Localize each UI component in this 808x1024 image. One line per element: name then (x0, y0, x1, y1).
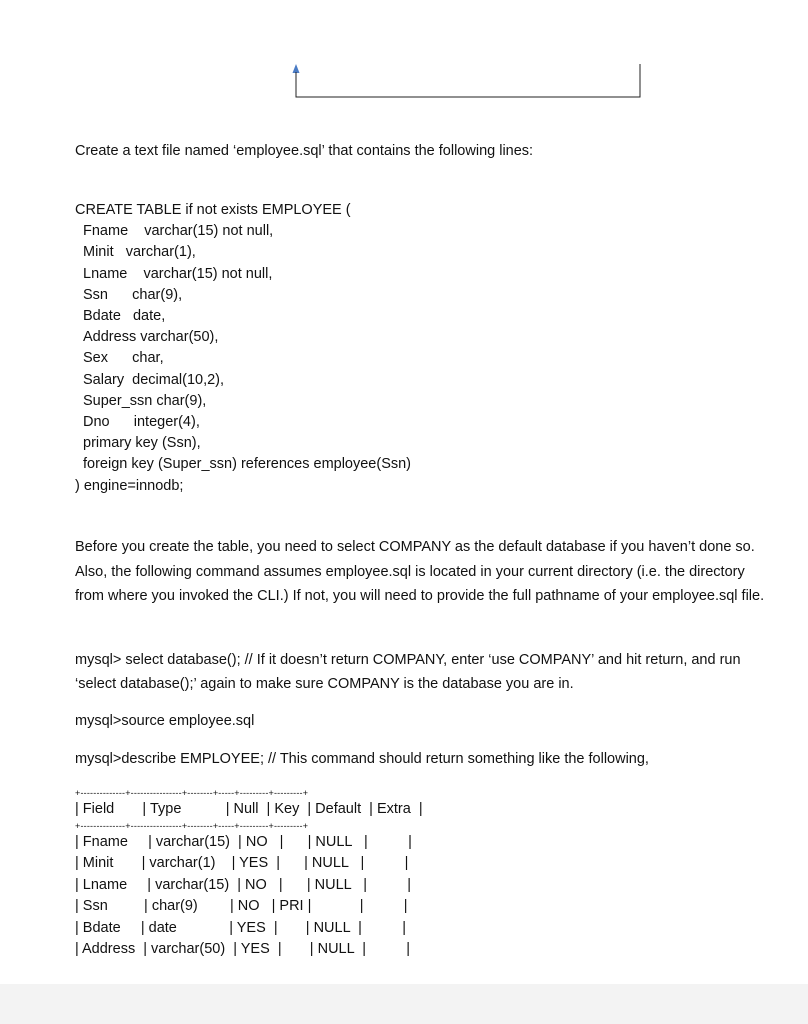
code-column-line: Super_ssn char(9), (83, 392, 207, 409)
connector-line (296, 64, 640, 97)
code-column-line: Ssn char(9), (83, 286, 183, 303)
table-header: | Field | Type | Null | Key | Default | Extra | (75, 801, 423, 817)
table-row: | Fname | varchar(15) | NO | | NULL | | (75, 833, 412, 850)
code-column-line: Address varchar(50), (83, 329, 219, 346)
diagram-connector (0, 0, 808, 110)
describe-command: mysql>describe EMPLOYEE; // This command should return something like the following, (75, 751, 649, 767)
source-command: mysql>source employee.sql (75, 713, 255, 729)
code-column-line: primary key (Ssn), (83, 435, 201, 452)
code-create-line: CREATE TABLE if not exists EMPLOYEE ( (75, 202, 351, 218)
code-column-line: Bdate date, (83, 308, 166, 325)
code-column-line: Salary decimal(10,2), (83, 371, 225, 388)
before-paragraph: Before you create the table, you need to select COMPANY as the default database if you haven’t done so. Also, the following command assumes employee.sql is located in your current directory (i.e. the directory from where you invoked the CLI.) If not, you will need to provide the full pathname of your employee.sql file. (75, 539, 765, 604)
table-separator: +--------------+----------------+--------+-----+---------+---------+ (75, 820, 309, 831)
table-separator: +--------------+----------------+--------+-----+---------+---------+ (75, 788, 309, 798)
table-row: | Minit | varchar(1) | YES | | NULL | | (75, 855, 409, 871)
code-column-line: Lname varchar(15) not null, (83, 265, 273, 282)
describe-output-table (75, 788, 423, 961)
code-column-line: Dno integer(4), (83, 414, 200, 431)
page-footer-strip (0, 984, 808, 1024)
code-column-line: Minit varchar(1), (83, 244, 196, 261)
table-row: | Address | varchar(50) | YES | | NULL | | (75, 941, 411, 957)
arrow-head-icon (293, 64, 300, 73)
select-paragraph: mysql> select database(); // If it doesn’t return COMPANY, enter ‘use COMPANY’ and hit return, and run ‘select database();’ again to make sure COMPANY is the database you are in. (75, 652, 741, 692)
intro-text: Create a text file named ‘employee.sql’ that contains the following lines: (75, 143, 534, 159)
sql-code-block (75, 200, 411, 497)
code-column-line: Sex char, (83, 350, 164, 367)
code-end-line: ) engine=innodb; (75, 477, 184, 494)
table-row: | Bdate | date | YES | | NULL | | (75, 919, 406, 936)
table-row: | Lname | varchar(15) | NO | | NULL | | (75, 876, 412, 893)
code-column-line: Fname varchar(15) not null, (83, 223, 274, 240)
code-column-line: foreign key (Super_ssn) references employee(Ssn) (83, 456, 412, 473)
table-row: | Ssn | char(9) | NO | PRI | | | (75, 898, 408, 914)
